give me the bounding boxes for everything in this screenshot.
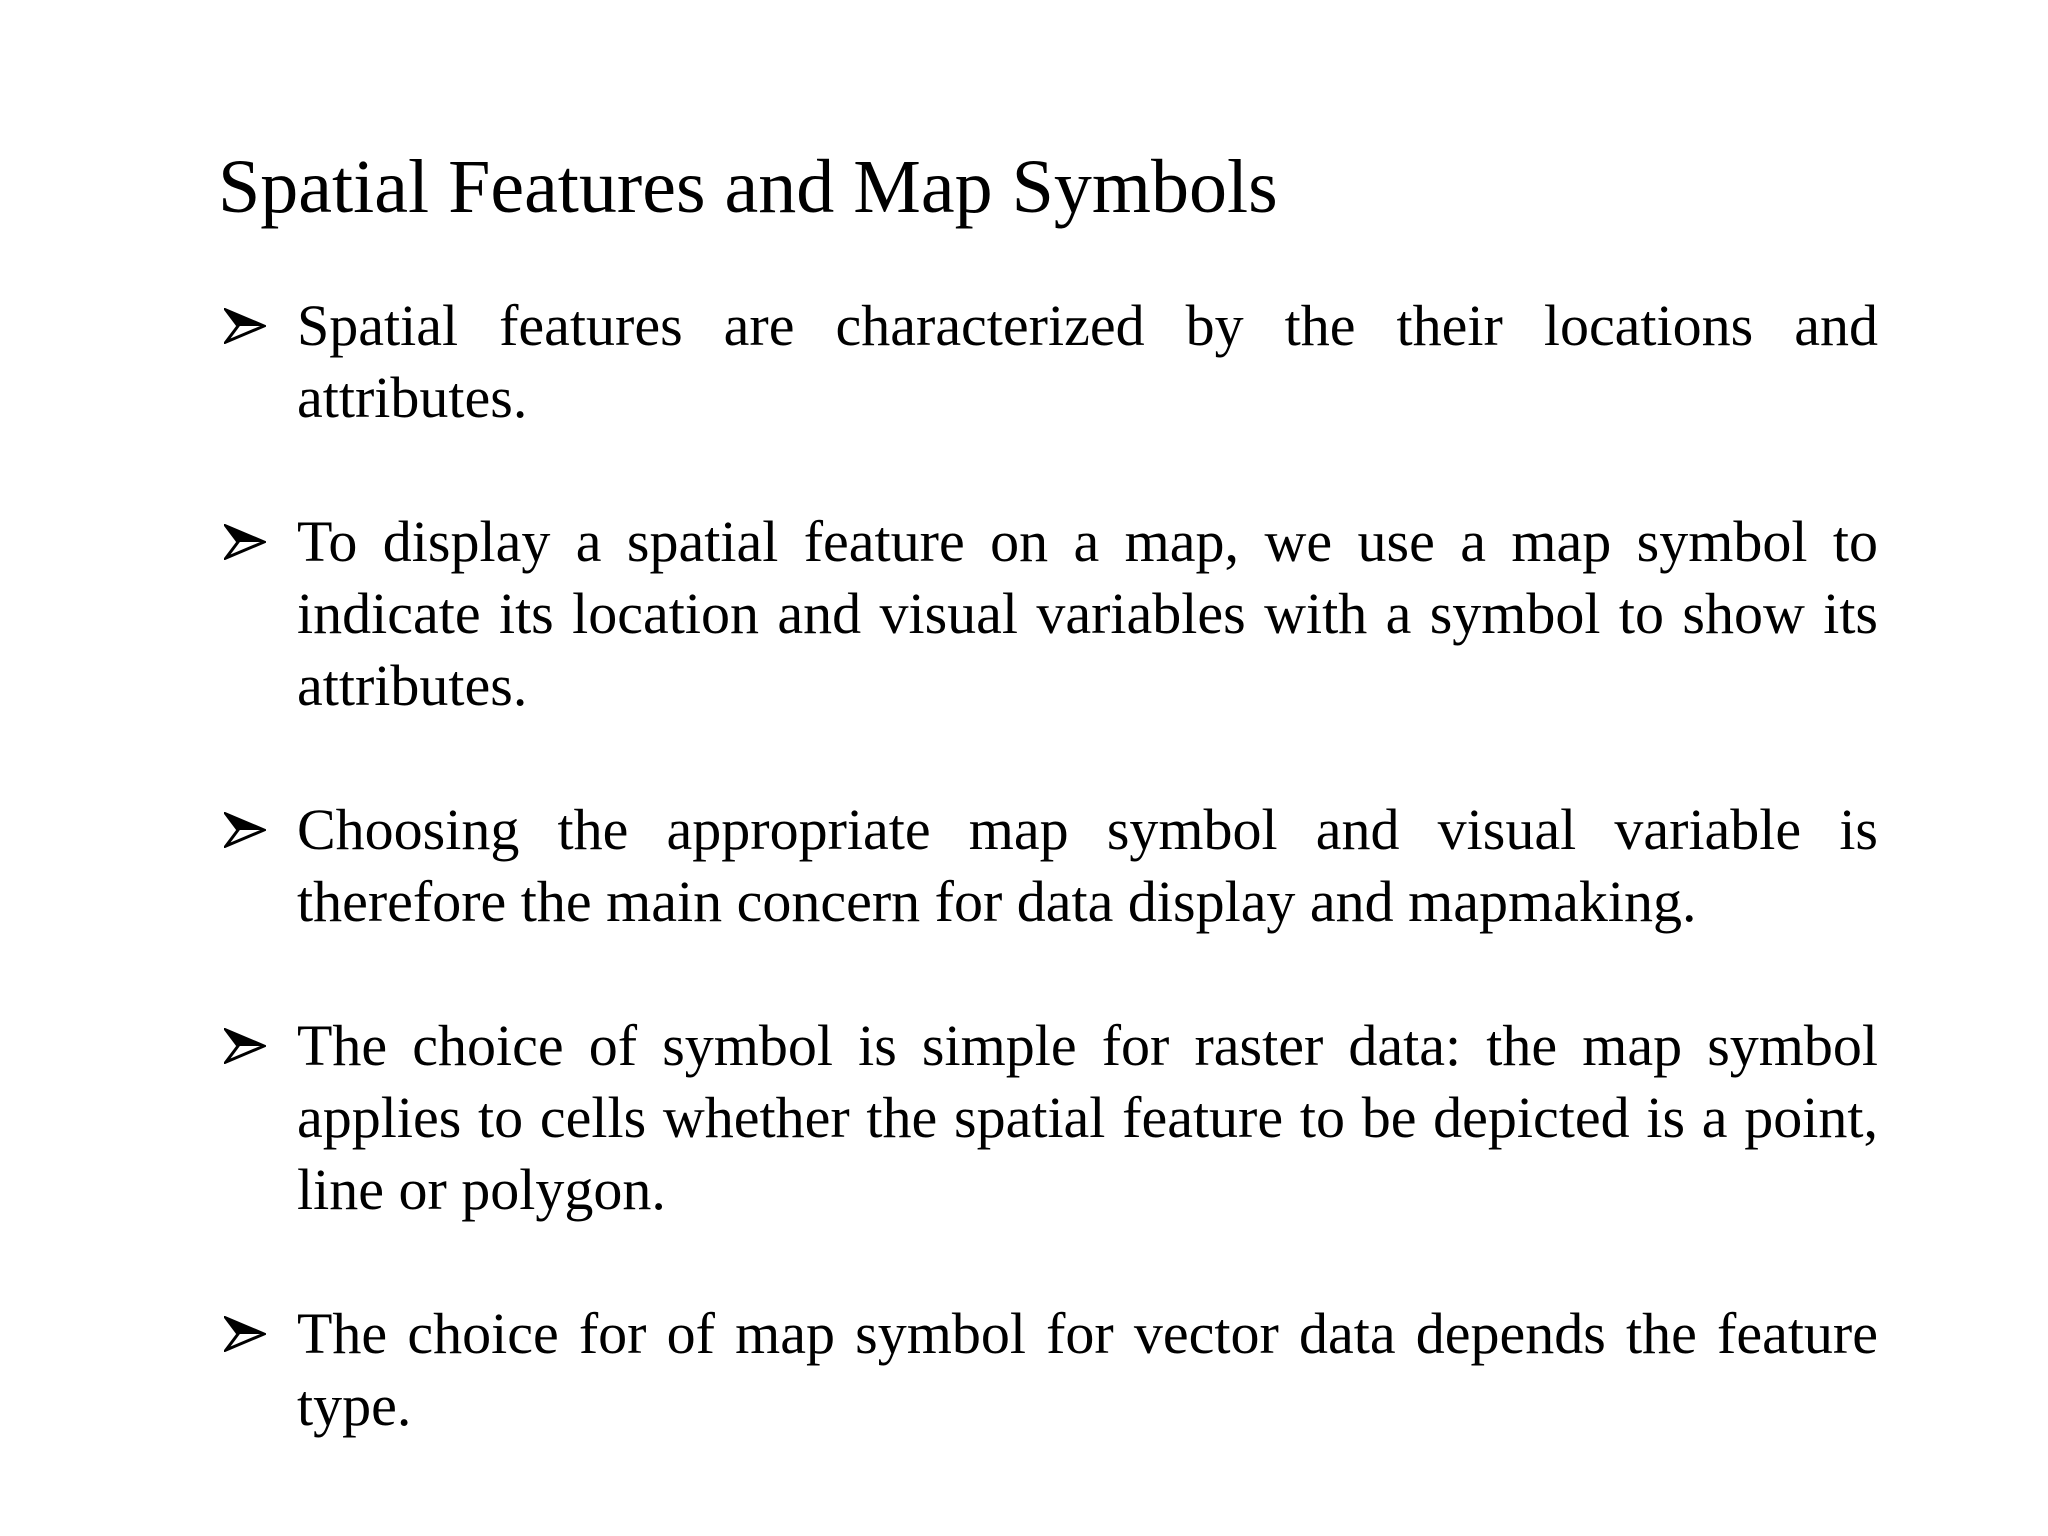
slide-title: Spatial Features and Map Symbols <box>218 145 1278 229</box>
arrowhead-bullet-icon <box>224 1316 266 1352</box>
bullet-item <box>218 794 1878 938</box>
bullet-text: Spatial features are characterized by the their locations and attributes. <box>297 293 1878 430</box>
bullet-text: The choice for of map symbol for vector data depends the feature type. <box>297 1301 1878 1438</box>
bullet-item <box>218 290 1878 434</box>
bullet-item <box>218 1010 1878 1226</box>
bullet-item <box>218 506 1878 722</box>
bullet-text: The choice of symbol is simple for raster data: the map symbol applies to cells whether the spatial feature to be depicted is a point, line or polygon. <box>297 1013 1878 1222</box>
arrowhead-bullet-icon <box>224 812 266 848</box>
arrowhead-bullet-icon <box>224 308 266 344</box>
bullet-list <box>218 290 1878 1442</box>
arrowhead-bullet-icon <box>224 524 266 560</box>
bullet-text: Choosing the appropriate map symbol and visual variable is therefore the main concern for data display and mapmaking. <box>297 797 1878 934</box>
bullet-text: To display a spatial feature on a map, we use a map symbol to indicate its location and visual variables with a symbol to show its attributes. <box>297 509 1878 718</box>
bullet-item <box>218 1298 1878 1442</box>
arrowhead-bullet-icon <box>224 1028 266 1064</box>
